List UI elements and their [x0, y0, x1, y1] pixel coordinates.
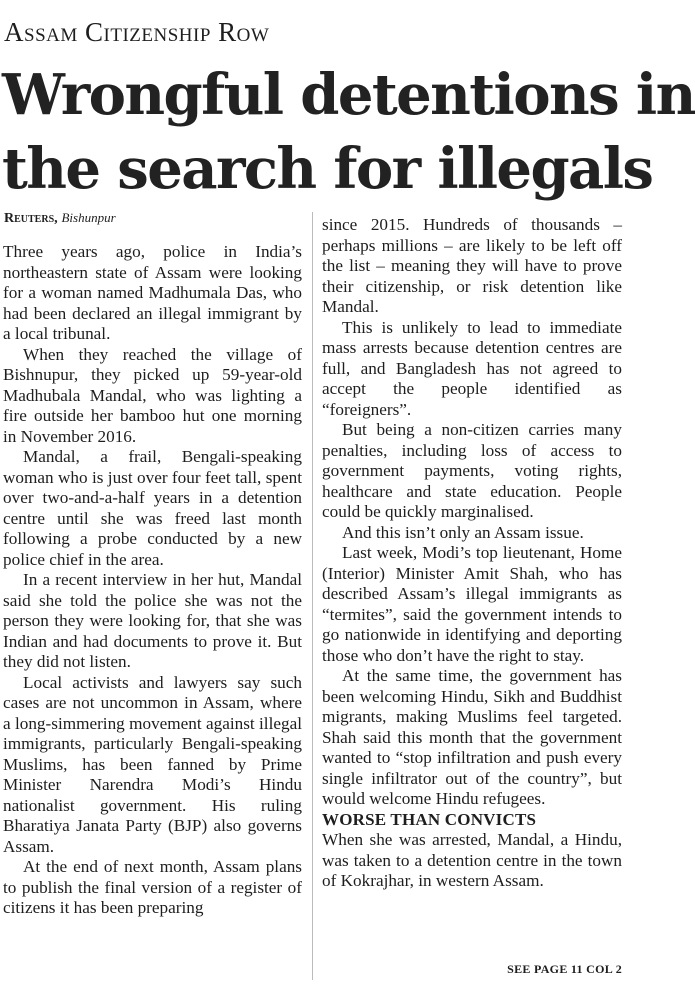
article-column-1	[3, 242, 302, 919]
paragraph: But being a non-citizen carries many penalties, including loss of access to government payments, voting rights, healthcare and state education. People could be quickly marginalised.	[322, 420, 622, 521]
paragraph: Last week, Modi’s top lieutenant, Home (Interior) Minister Amit Shah, who has described Assam’s illegal immigrants as “termites”, said the government intends to go nationwide in identifying and deporting those who don’t have the right to stay.	[322, 543, 622, 665]
subheading: WORSE THAN CONVICTS	[322, 809, 537, 829]
paragraph: Mandal, a frail, Bengali-speaking woman who is just over four feet tall, spent over two-and-a-half years in a detention centre until she was freed last month following a probe conducted by a new police chief in the area.	[3, 447, 302, 569]
paragraph: since 2015. Hundreds of thousands – perhaps millions – are likely to be left off the list – meaning they will have to prove their citizenship, or risk detention like Mandal.	[322, 215, 622, 316]
headline-line-2: the search for illegals	[2, 136, 653, 202]
paragraph: And this isn’t only an Assam issue.	[342, 522, 584, 542]
byline-agency: Reuters,	[4, 211, 58, 226]
byline-place: Bishunpur	[61, 210, 116, 225]
paragraph: At the same time, the government has been welcoming Hindu, Sikh and Buddhist migrants, making Muslims feel targeted. Shah said this month that the government wanted to “stop infiltration and push every single infiltrator out of the country”, but would welcome Hindu refugees.	[322, 666, 622, 808]
paragraph: At the end of next month, Assam plans to publish the final version of a register of citizens it has been preparing	[3, 857, 302, 917]
paragraph: This is unlikely to lead to immediate mass arrests because detention centres are full, and Bangladesh has not agreed to accept the people identified as “foreigners”.	[322, 317, 622, 419]
paragraph: When she was arrested, Mandal, a Hindu, was taken to a detention centre in the town of Kokrajhar, in western Assam.	[322, 830, 622, 890]
paragraph: Three years ago, police in India’s northeastern state of Assam were looking for a woman named Madhumala Das, who had been declared an illegal immigrant by a local tribunal.	[3, 242, 302, 343]
paragraph: In a recent interview in her hut, Mandal said she told the police she was not the person they were looking for, that she was Indian and had documents to prove it. But they did not listen.	[3, 570, 302, 671]
headline-line-1: Wrongful detentions in	[2, 62, 695, 128]
paragraph: When they reached the village of Bishnupur, they picked up 59-year-old Madhubala Mandal, who was lighting a fire outside her bamboo hut one morning in November 2016.	[3, 344, 302, 446]
section-kicker: Assam Citizenship Row	[4, 17, 270, 47]
article-column-2	[322, 215, 622, 892]
paragraph: Local activists and lawyers say such cases are not uncommon in Assam, where a long-simmering movement against illegal immigrants, particularly Bengali-speaking Muslims, has been fanned by Prime Minister Narendra Modi’s Hindu nationalist government. His ruling Bharatiya Janata Party (BJP) also governs Assam.	[3, 672, 302, 856]
column-divider	[312, 212, 313, 980]
headline	[2, 58, 695, 206]
continuation-jump-line: SEE PAGE 11 COL 2	[507, 962, 622, 976]
byline	[4, 210, 116, 227]
